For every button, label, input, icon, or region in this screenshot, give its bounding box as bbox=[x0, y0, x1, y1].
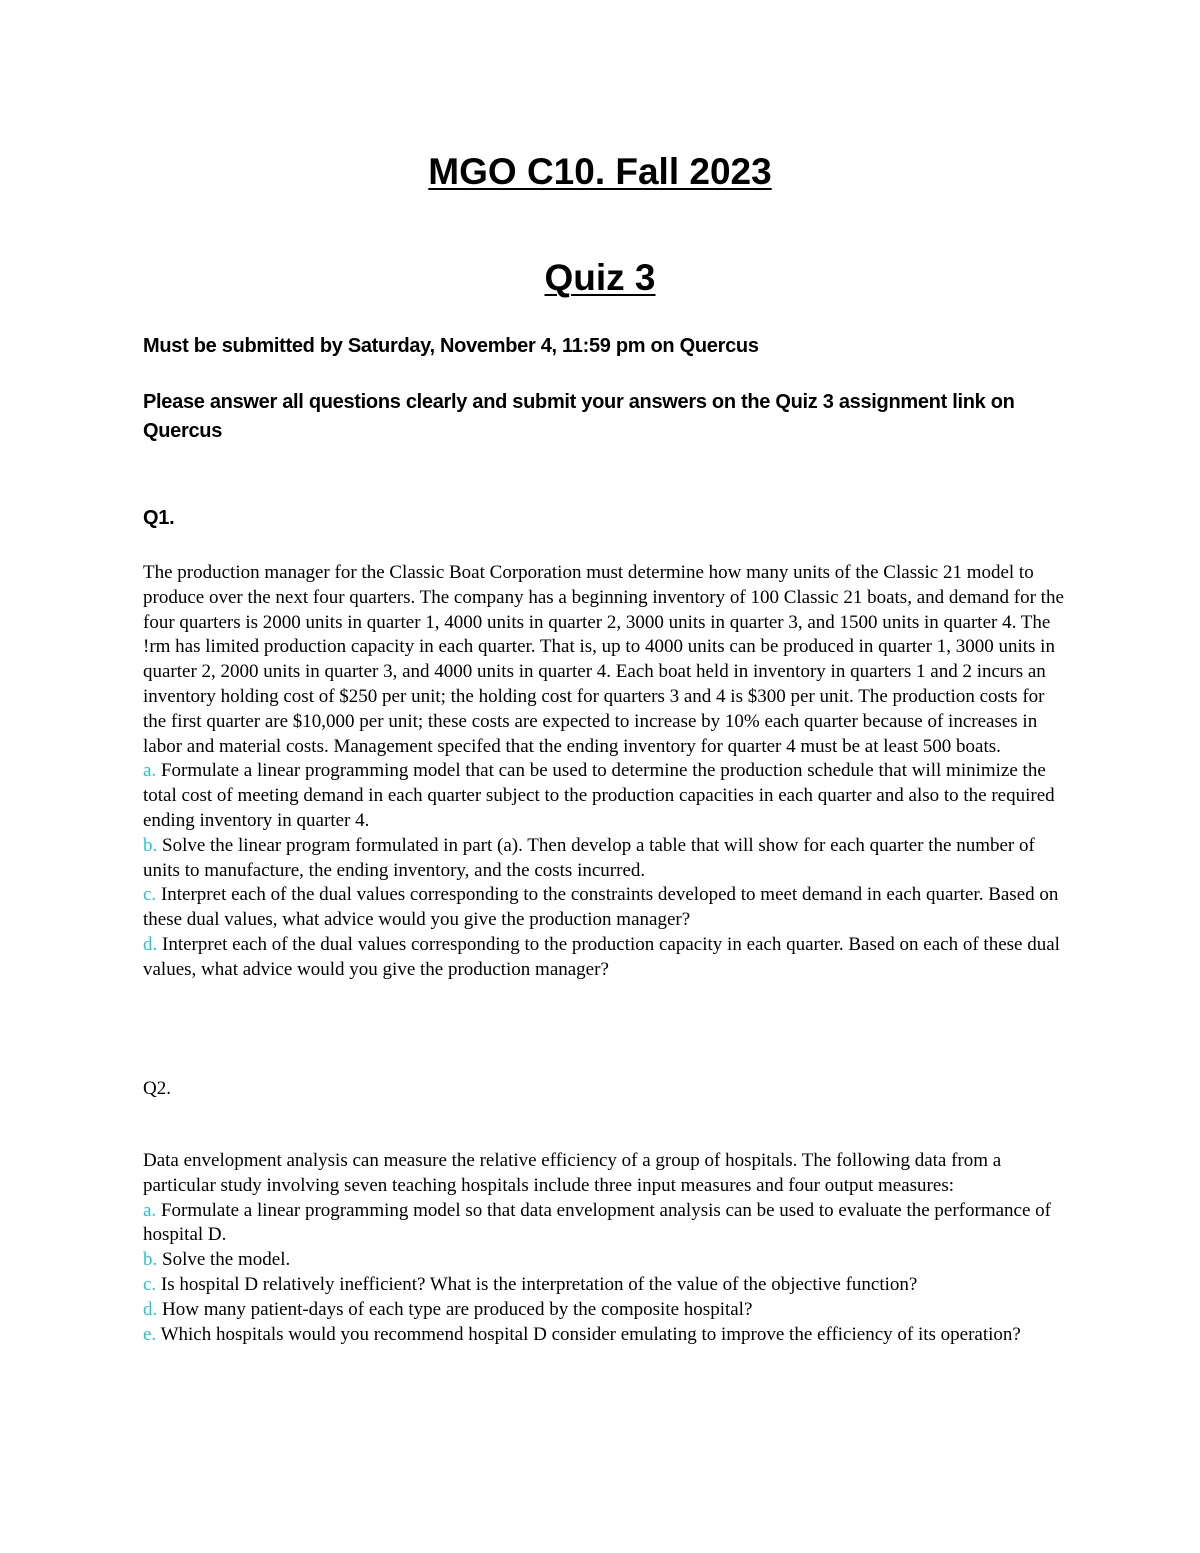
part-text: Interpret each of the dual values corresponding to the constraints developed to meet demand in each quarter. Based on these dual values, what advice would you give the production manager? bbox=[143, 884, 1059, 931]
question-1-intro: The production manager for the Classic Boat Corporation must determine how many units of the Classic 21 model to produce over the next four quarters. The company has a beginning inventory of 100 Classic 21 boats, and demand for the four quarters is 2000 units in quarter 1, 4000 units in quarter 2, 3000 units in quarter 3, and 1500 units in quarter 4. The !rm has limited production capacity in each quarter. That is, up to 4000 units can be produced in quarter 1, 3000 units in quarter 2, 2000 units in quarter 3, and 4000 units in quarter 4. Each boat held in inventory in quarters 1 and 2 incurs an inventory holding cost of $250 per unit; the holding cost for quarters 3 and 4 is $300 per unit. The production costs for the first quarter are $10,000 per unit; these costs are expected to increase by 10% each quarter because of increases in labor and material costs. Management specifed that the ending inventory for quarter 4 must be at least 500 boats. bbox=[143, 562, 1064, 757]
part-text: Solve the linear program formulated in part (a). Then develop a table that will show for each quarter the number of units to manufacture, the ending inventory, and the costs incurred. bbox=[143, 834, 1035, 881]
part-letter: a. bbox=[143, 1199, 157, 1221]
part-letter: d. bbox=[143, 933, 158, 955]
question-2-part-c bbox=[143, 1273, 1068, 1298]
quiz-title: Quiz 3 bbox=[544, 257, 656, 298]
part-letter: e. bbox=[143, 1323, 157, 1345]
part-letter: d. bbox=[143, 1298, 158, 1320]
question-1-part-d bbox=[143, 933, 1068, 983]
part-text: Interpret each of the dual values corresponding to the production capacity in each quarter. Based on each of these dual values, what advice would you give the production manager? bbox=[143, 933, 1060, 980]
part-letter: a. bbox=[143, 760, 157, 782]
question-2-body bbox=[143, 1149, 1068, 1347]
question-2-part-d bbox=[143, 1298, 1068, 1323]
question-2-part-a bbox=[143, 1199, 1068, 1249]
question-1-part-c bbox=[143, 883, 1068, 933]
part-letter: b. bbox=[143, 834, 158, 856]
part-letter: b. bbox=[143, 1249, 158, 1271]
question-1-part-b bbox=[143, 834, 1068, 884]
part-text: How many patient-days of each type are produced by the composite hospital? bbox=[157, 1298, 753, 1320]
question-2-part-e bbox=[143, 1323, 1068, 1348]
submission-deadline: Must be submitted by Saturday, November 4, 11:59 pm on Quercus bbox=[143, 335, 759, 357]
course-title: MGO C10. Fall 2023 bbox=[428, 151, 772, 192]
part-text: Solve the model. bbox=[157, 1249, 291, 1271]
part-text: Which hospitals would you recommend hospital D consider emulating to improve the efficiency of its operation? bbox=[156, 1323, 1021, 1345]
part-text: Formulate a linear programming model that can be used to determine the production schedule that will minimize the total cost of meeting demand in each quarter subject to the production capacities in each quarter and also to the required ending inventory in quarter 4. bbox=[143, 760, 1055, 831]
question-1-label: Q1. bbox=[143, 507, 175, 529]
part-text: Is hospital D relatively inefficient? What is the interpretation of the value of the objective function? bbox=[156, 1273, 918, 1295]
question-2-intro: Data envelopment analysis can measure the relative efficiency of a group of hospitals. The following data from a particular study involving seven teaching hospitals include three input measures and four output measures: bbox=[143, 1150, 1002, 1196]
part-letter: c. bbox=[143, 884, 157, 906]
submission-instructions: Please answer all questions clearly and submit your answers on the Quiz 3 assignment link on Quercus bbox=[143, 391, 1015, 442]
question-2-part-b bbox=[143, 1248, 1068, 1273]
question-2-label: Q2. bbox=[143, 1078, 171, 1099]
question-1-body bbox=[143, 561, 1068, 983]
part-text: Formulate a linear programming model so that data envelopment analysis can be used to evaluate the performance of hospital D. bbox=[143, 1199, 1051, 1246]
question-1-part-a bbox=[143, 759, 1068, 833]
part-letter: c. bbox=[143, 1273, 157, 1295]
